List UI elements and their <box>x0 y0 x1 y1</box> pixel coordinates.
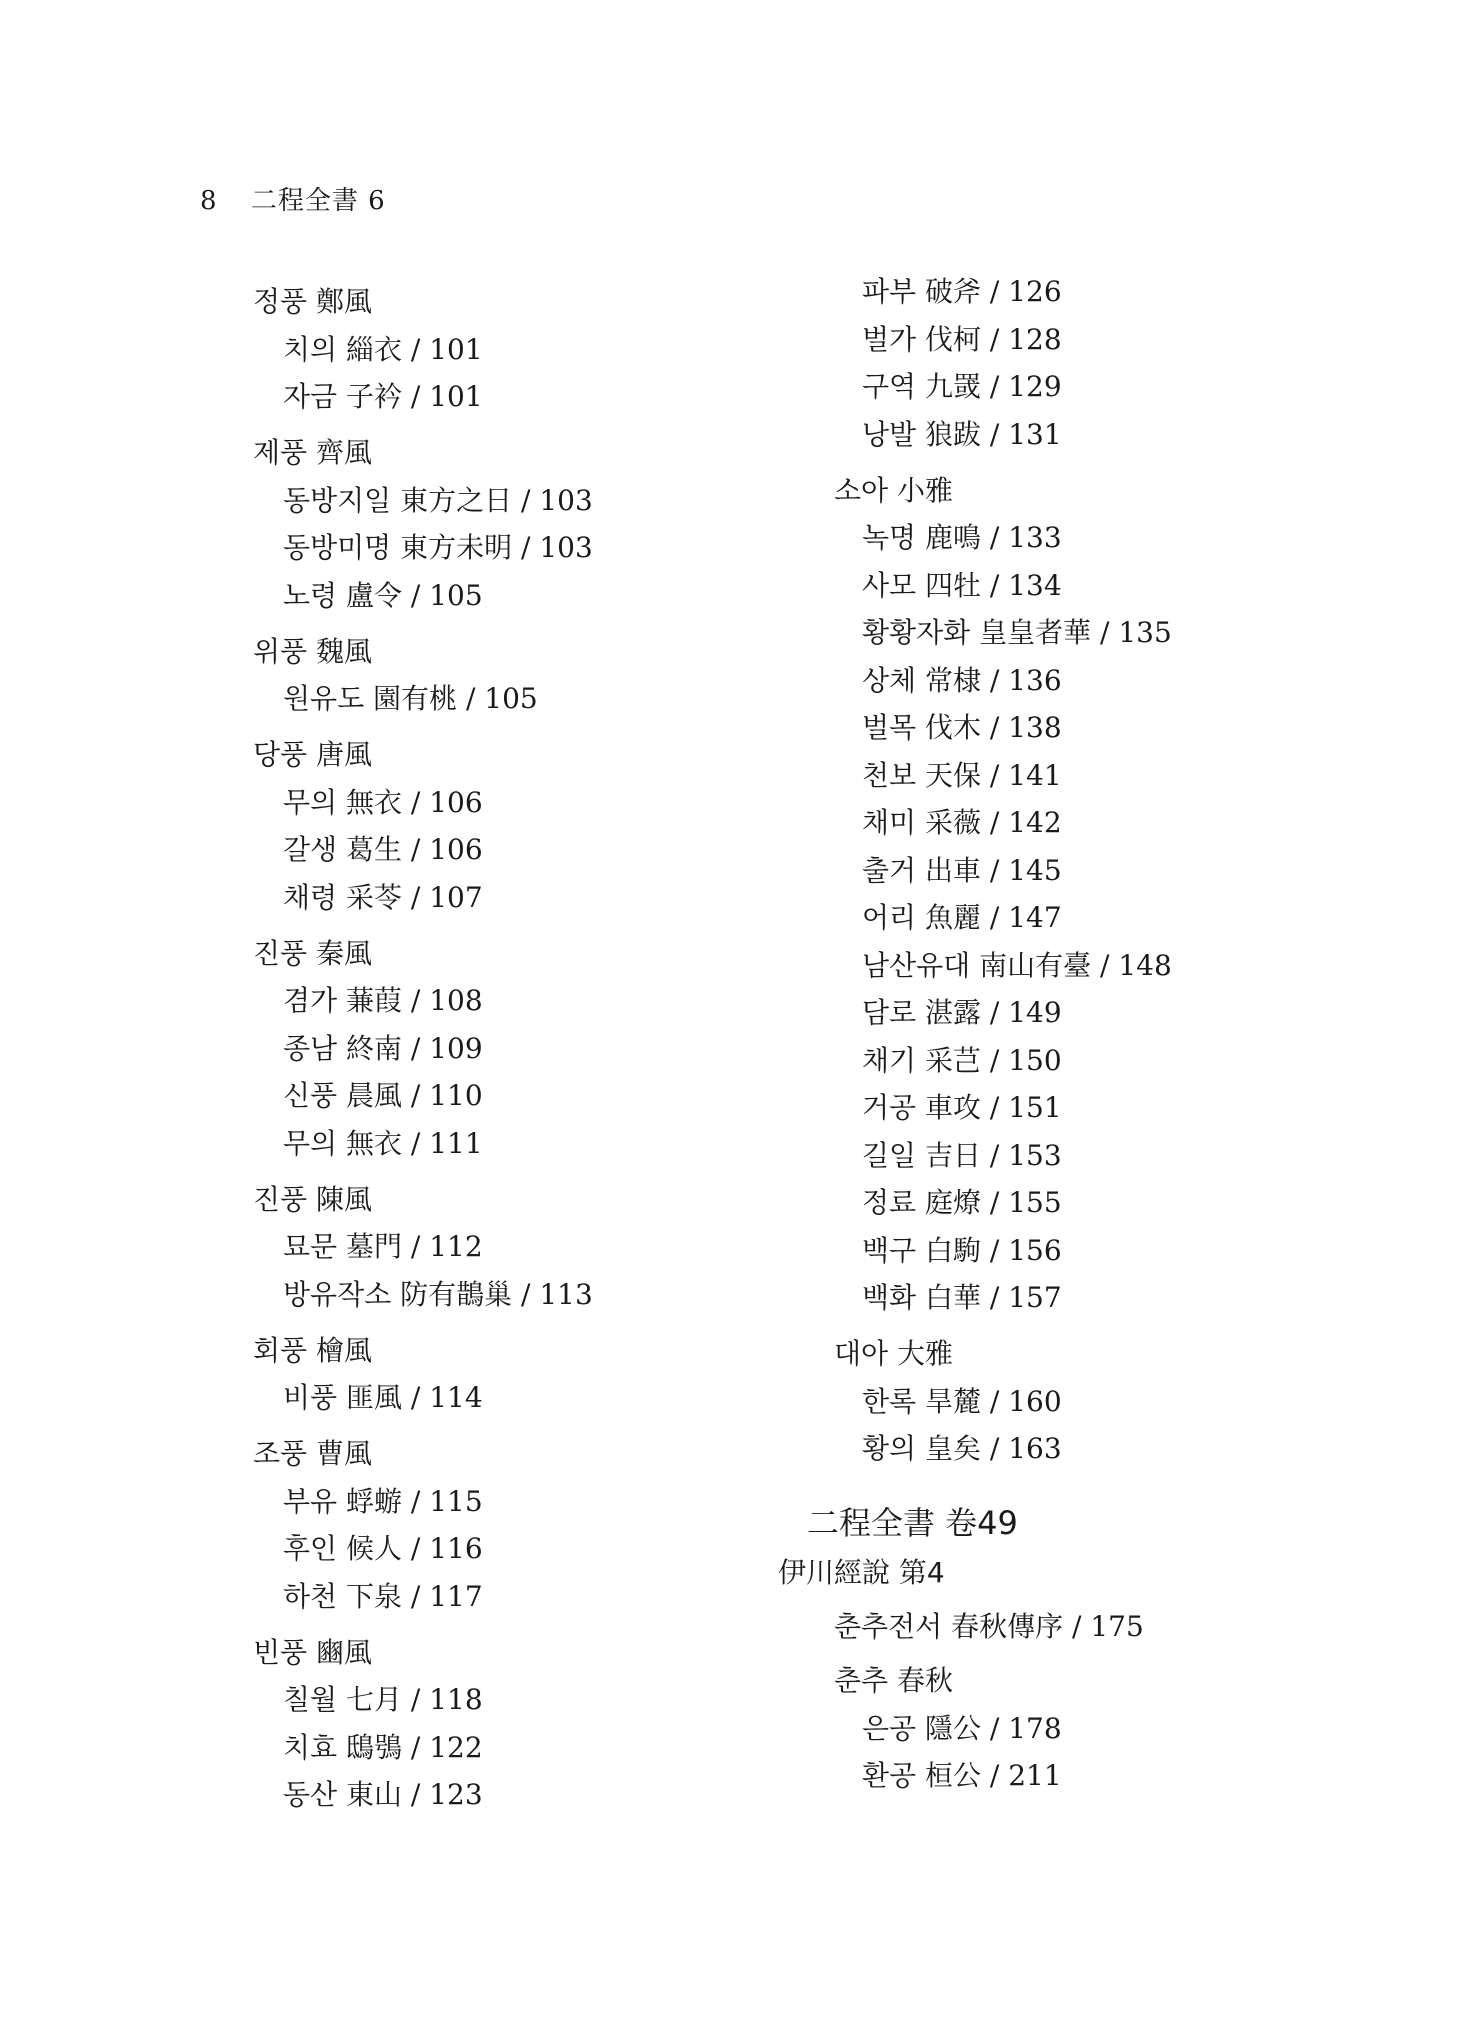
toc-entry: 겸가 蒹葭 / 108 <box>283 984 483 1017</box>
toc-volume-subtitle: 伊川經說 第4 <box>778 1556 945 1589</box>
toc-entry: 치효 鴟鴞 / 122 <box>283 1730 483 1764</box>
toc-entry: 은공 隱公 / 178 <box>862 1711 1062 1745</box>
toc-entry: 갈생 葛生 / 106 <box>283 833 483 866</box>
toc-section-heading: 회풍 檜風 <box>253 1333 372 1367</box>
toc-section-heading: 진풍 秦風 <box>253 936 372 970</box>
toc-section-heading: 정풍 鄭風 <box>253 285 372 318</box>
toc-entry: 녹명 鹿鳴 / 133 <box>862 521 1062 554</box>
toc-entry: 후인 候人 / 116 <box>283 1532 483 1565</box>
toc-entry: 구역 九罭 / 129 <box>862 370 1062 403</box>
toc-entry: 어리 魚麗 / 147 <box>862 901 1062 934</box>
toc-entry: 출거 出車 / 145 <box>862 853 1062 887</box>
toc-section-heading: 당풍 唐風 <box>253 738 372 771</box>
toc-entry: 낭발 狼跋 / 131 <box>862 417 1062 451</box>
toc-volume-title: 二程全書 卷49 <box>807 1504 1018 1542</box>
toc-entry: 벌목 伐木 / 138 <box>862 711 1062 744</box>
toc-section-heading: 대아 大雅 <box>834 1337 953 1370</box>
toc-entry: 자금 子衿 / 101 <box>283 380 483 413</box>
toc-entry: 한록 旱麓 / 160 <box>862 1384 1062 1418</box>
toc-section-heading: 위풍 魏風 <box>253 634 372 668</box>
book-title: 二程全書 6 <box>250 186 386 216</box>
toc-entry: 방유작소 防有鵲巢 / 113 <box>283 1277 593 1311</box>
toc-entry: 무의 無衣 / 111 <box>283 1126 483 1160</box>
toc-entry: 정료 庭燎 / 155 <box>862 1186 1062 1219</box>
toc-entry: 노령 盧令 / 105 <box>283 578 483 612</box>
toc-entry: 동산 東山 / 123 <box>283 1778 483 1811</box>
page-number: 8 <box>200 186 218 216</box>
page-header <box>200 180 386 217</box>
toc-section-heading: 춘추전서 春秋傳序 / 175 <box>834 1610 1144 1643</box>
toc-section-heading: 제풍 齊風 <box>253 436 372 469</box>
toc-section-heading: 조풍 曹風 <box>253 1437 372 1470</box>
toc-entry: 묘문 墓門 / 112 <box>283 1230 483 1263</box>
toc-section-heading: 춘추 春秋 <box>834 1664 953 1697</box>
toc-entry: 부유 蜉蝣 / 115 <box>283 1484 483 1518</box>
toc-entry: 환공 桓公 / 211 <box>862 1759 1062 1792</box>
toc-entry: 백화 白華 / 157 <box>862 1281 1062 1314</box>
toc-entry: 동방미명 東方未明 / 103 <box>283 531 593 564</box>
toc-entry: 남산유대 南山有臺 / 148 <box>862 948 1172 982</box>
toc-entry: 담로 湛露 / 149 <box>862 996 1062 1029</box>
toc-entry: 채기 采芑 / 150 <box>862 1043 1062 1077</box>
toc-entry: 종남 終南 / 109 <box>283 1031 483 1065</box>
toc-entry: 거공 車攻 / 151 <box>862 1091 1062 1124</box>
toc-entry: 비풍 匪風 / 114 <box>283 1381 483 1414</box>
toc-section-heading: 빈풍 豳風 <box>253 1635 372 1669</box>
toc-entry: 상체 常棣 / 136 <box>862 663 1062 697</box>
toc-entry: 벌가 伐柯 / 128 <box>862 322 1062 356</box>
toc-entry: 신풍 晨風 / 110 <box>283 1079 483 1112</box>
toc-entry: 채령 采苓 / 107 <box>283 880 483 914</box>
toc-entry: 길일 吉日 / 153 <box>862 1138 1062 1172</box>
toc-entry: 칠월 七月 / 118 <box>283 1683 483 1716</box>
toc-entry: 천보 天保 / 141 <box>862 758 1062 792</box>
toc-section-heading: 소아 小雅 <box>834 473 953 507</box>
toc-section-heading: 진풍 陳風 <box>253 1182 372 1216</box>
toc-entry: 원유도 園有桃 / 105 <box>283 682 538 715</box>
toc-entry: 파부 破斧 / 126 <box>862 275 1062 308</box>
toc-entry: 사모 四牡 / 134 <box>862 568 1062 602</box>
toc-entry: 치의 緇衣 / 101 <box>283 332 483 366</box>
toc-entry: 백구 白駒 / 156 <box>862 1233 1062 1267</box>
toc-entry: 무의 無衣 / 106 <box>283 785 483 819</box>
toc-entry: 하천 下泉 / 117 <box>283 1579 483 1613</box>
toc-entry: 황의 皇矣 / 163 <box>862 1432 1062 1465</box>
toc-entry: 채미 采薇 / 142 <box>862 806 1062 839</box>
toc-entry: 황황자화 皇皇者華 / 135 <box>862 616 1172 649</box>
toc-entry: 동방지일 東方之日 / 103 <box>283 483 593 517</box>
